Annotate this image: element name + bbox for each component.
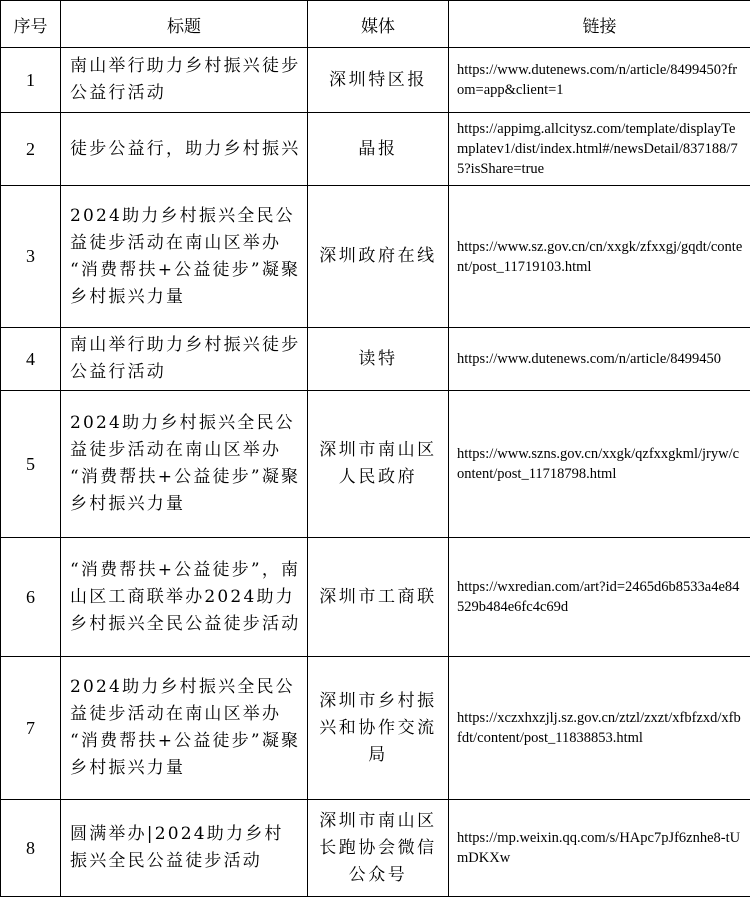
header-index: 序号 xyxy=(1,1,61,48)
row-title: 2024助力乡村振兴全民公益徒步活动在南山区举办 “消费帮扶+公益徒步”凝聚乡村振兴力量 xyxy=(61,186,308,328)
row-media: 深圳政府在线 xyxy=(308,186,449,328)
row-link[interactable]: https://www.dutenews.com/n/article/8499450?from=app&client=1 xyxy=(449,48,750,113)
row-index: 5 xyxy=(1,391,61,538)
header-media: 媒体 xyxy=(308,1,449,48)
row-title: 2024助力乡村振兴全民公益徒步活动在南山区举办 “消费帮扶+公益徒步”凝聚乡村振兴力量 xyxy=(61,391,308,538)
row-media: 深圳市工商联 xyxy=(308,538,449,657)
row-media: 深圳市南山区人民政府 xyxy=(308,391,449,538)
row-link[interactable]: https://wxredian.com/art?id=2465d6b8533a4e84529b484e6fc4c69d xyxy=(449,538,750,657)
row-link[interactable]: https://www.szns.gov.cn/xxgk/qzfxxgkml/jryw/content/post_11718798.html xyxy=(449,391,750,538)
row-link[interactable]: https://mp.weixin.qq.com/s/HApc7pJf6znhe8-tUmDKXw xyxy=(449,800,750,897)
row-media: 读特 xyxy=(308,328,449,391)
row-title: 南山举行助力乡村振兴徒步公益行活动 xyxy=(61,48,308,113)
row-media: 晶报 xyxy=(308,113,449,186)
row-media: 深圳市乡村振兴和协作交流局 xyxy=(308,657,449,800)
row-link[interactable]: https://www.sz.gov.cn/cn/xxgk/zfxxgj/gqdt/content/post_11719103.html xyxy=(449,186,750,328)
row-title: 圆满举办|2024助力乡村振兴全民公益徒步活动 xyxy=(61,800,308,897)
table-row xyxy=(1,657,750,800)
table-row xyxy=(1,328,750,391)
header-row xyxy=(1,1,750,48)
row-index: 6 xyxy=(1,538,61,657)
row-media: 深圳特区报 xyxy=(308,48,449,113)
row-title: 徒步公益行，助力乡村振兴 xyxy=(61,113,308,186)
table-row xyxy=(1,48,750,113)
table-row xyxy=(1,186,750,328)
row-link[interactable]: https://xczxhxzjlj.sz.gov.cn/ztzl/zxzt/xfbfzxd/xfbfdt/content/post_11838853.html xyxy=(449,657,750,800)
row-index: 2 xyxy=(1,113,61,186)
row-title: 南山举行助力乡村振兴徒步公益行活动 xyxy=(61,328,308,391)
row-index: 1 xyxy=(1,48,61,113)
table-row xyxy=(1,538,750,657)
table-row xyxy=(1,113,750,186)
row-title: “消费帮扶+公益徒步”，南山区工商联举办2024助力乡村振兴全民公益徒步活动 xyxy=(61,538,308,657)
row-media: 深圳市南山区长跑协会微信公众号 xyxy=(308,800,449,897)
row-index: 3 xyxy=(1,186,61,328)
row-link[interactable]: https://www.dutenews.com/n/article/8499450 xyxy=(449,328,750,391)
row-index: 4 xyxy=(1,328,61,391)
row-title: 2024助力乡村振兴全民公益徒步活动在南山区举办 “消费帮扶+公益徒步”凝聚乡村振兴力量 xyxy=(61,657,308,800)
header-title: 标题 xyxy=(61,1,308,48)
row-index: 8 xyxy=(1,800,61,897)
table-row xyxy=(1,800,750,897)
table-row xyxy=(1,391,750,538)
header-link: 链接 xyxy=(449,1,750,48)
row-link[interactable]: https://appimg.allcitysz.com/template/displayTemplatev1/dist/index.html#/newsDetail/837188/75?isShare=true xyxy=(449,113,750,186)
row-index: 7 xyxy=(1,657,61,800)
